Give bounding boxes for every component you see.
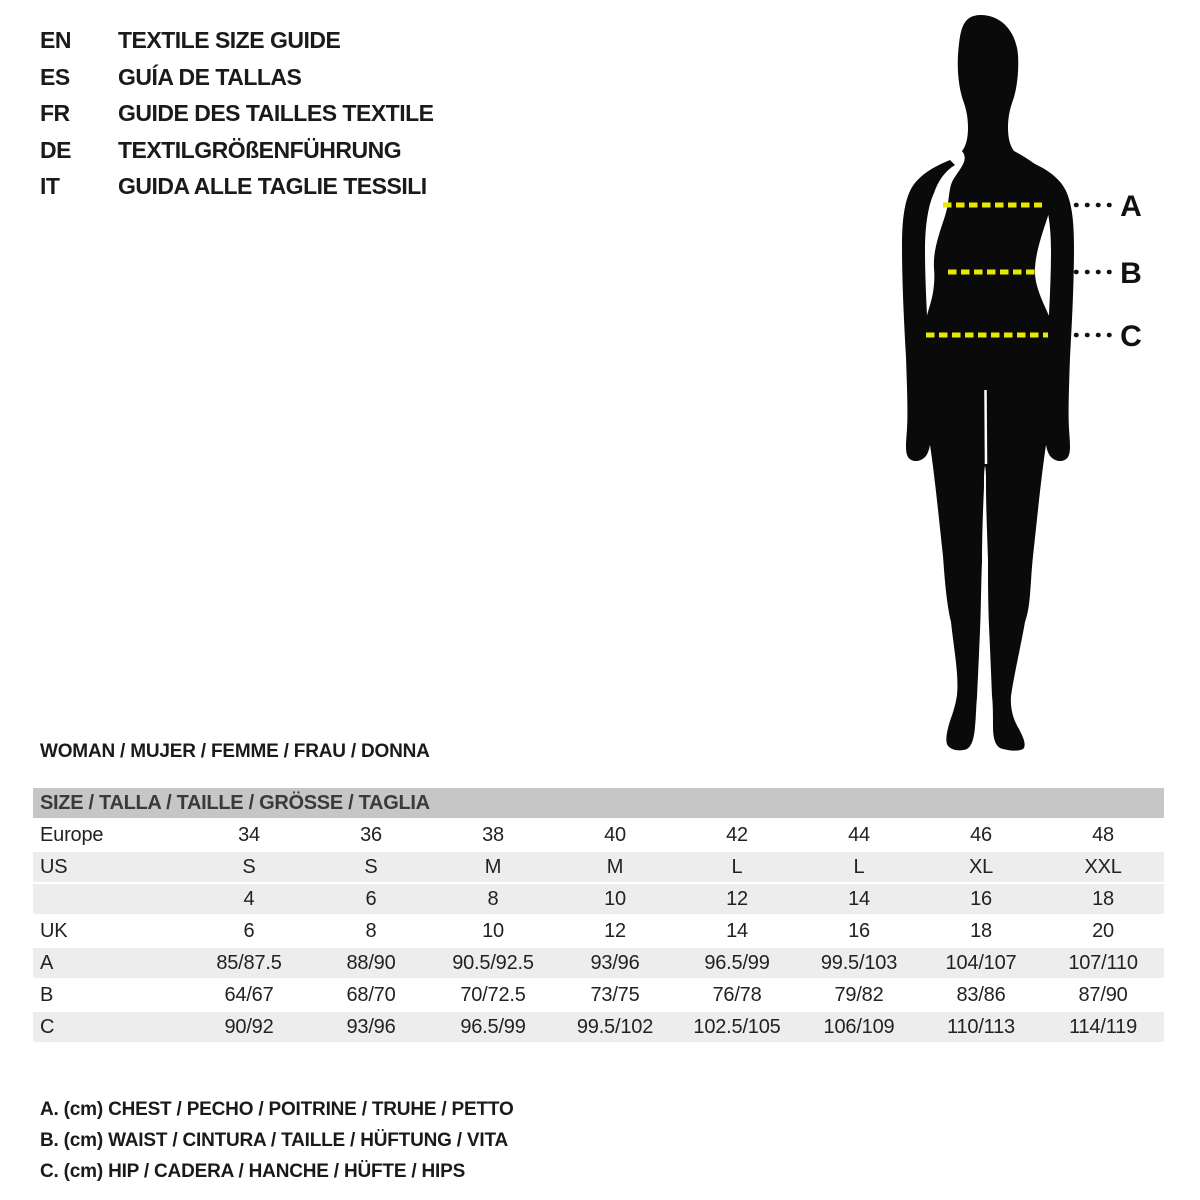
language-label: TEXTILE SIZE GUIDE — [118, 27, 341, 53]
cell: 10 — [482, 919, 504, 942]
size-table-header-row — [33, 788, 1164, 818]
language-row — [40, 59, 434, 96]
cell: M — [554, 852, 676, 882]
language-label: GUIDA ALLE TAGLIE TESSILI — [118, 173, 427, 200]
cell: 12 — [604, 919, 626, 942]
cell: 79/82 — [834, 983, 884, 1006]
cell: 34 — [238, 823, 260, 846]
table-row-waist — [33, 980, 1164, 1010]
language-row — [40, 132, 434, 169]
cell: 76/78 — [712, 983, 762, 1006]
language-code: ES — [40, 63, 70, 90]
legend-line-waist: B. (cm) WAIST / CINTURA / TAILLE / HÜFTUNG / VITA — [40, 1130, 508, 1151]
row-label: UK — [40, 919, 68, 942]
woman-silhouette-figure — [880, 0, 1200, 760]
cell: 90/92 — [188, 1012, 310, 1042]
cell: 93/96 — [554, 948, 676, 978]
cell: 110/113 — [920, 1012, 1042, 1042]
cell: 42 — [726, 823, 748, 846]
table-row-chest — [33, 948, 1164, 978]
cell: 64/67 — [224, 983, 274, 1006]
cell: 38 — [482, 823, 504, 846]
language-label: TEXTILGRÖßENFÜHRUNG — [118, 136, 402, 163]
cell: 10 — [554, 884, 676, 914]
size-table — [33, 786, 1164, 1044]
measurement-legend — [40, 1094, 514, 1187]
table-row-us-numeric — [33, 884, 1164, 914]
cell: 6 — [310, 884, 432, 914]
cell: 48 — [1092, 823, 1114, 846]
table-row-europe — [33, 820, 1164, 850]
cell: 36 — [360, 823, 382, 846]
language-code: EN — [40, 27, 71, 53]
section-title: WOMAN / MUJER / FEMME / FRAU / DONNA — [40, 741, 430, 762]
cell: 14 — [798, 884, 920, 914]
woman-silhouette — [919, 15, 1057, 751]
cell: M — [432, 852, 554, 882]
cell: S — [188, 852, 310, 882]
cell: 90.5/92.5 — [432, 948, 554, 978]
cell: 99.5/102 — [554, 1012, 676, 1042]
cell: 73/75 — [590, 983, 640, 1006]
cell: 6 — [243, 919, 255, 942]
cell: S — [310, 852, 432, 882]
cell: 70/72.5 — [460, 983, 526, 1006]
cell: L — [798, 852, 920, 882]
cell: 16 — [848, 919, 870, 942]
table-row-uk — [33, 916, 1164, 946]
cell: 93/96 — [310, 1012, 432, 1042]
marker-b-label: B — [1120, 257, 1142, 290]
cell: 102.5/105 — [676, 1012, 798, 1042]
row-label: C — [33, 1012, 188, 1042]
cell: 8 — [365, 919, 377, 942]
marker-c-label: C — [1120, 320, 1142, 353]
cell: 99.5/103 — [798, 948, 920, 978]
cell: 44 — [848, 823, 870, 846]
row-label: B — [40, 983, 54, 1006]
legend-line-hip: C. (cm) HIP / CADERA / HANCHE / HÜFTE / HIPS — [40, 1161, 466, 1182]
cell: 20 — [1092, 919, 1114, 942]
cell: 68/70 — [346, 983, 396, 1006]
legend-line-chest: A. (cm) CHEST / PECHO / POITRINE / TRUHE / PETTO — [40, 1099, 514, 1120]
cell: 46 — [970, 823, 992, 846]
cell: 107/110 — [1042, 948, 1164, 978]
cell: 96.5/99 — [432, 1012, 554, 1042]
cell: 114/119 — [1042, 1012, 1164, 1042]
row-label: A — [33, 948, 188, 978]
cell: 4 — [188, 884, 310, 914]
table-row-hip — [33, 1012, 1164, 1042]
table-row-us — [33, 852, 1164, 882]
cell: 104/107 — [920, 948, 1042, 978]
cell: 12 — [676, 884, 798, 914]
language-label: GUÍA DE TALLAS — [118, 63, 302, 90]
language-code: IT — [40, 173, 60, 200]
row-label: US — [33, 852, 188, 882]
cell: 106/109 — [798, 1012, 920, 1042]
cell: 83/86 — [956, 983, 1006, 1006]
cell: XL — [920, 852, 1042, 882]
cell: 87/90 — [1078, 983, 1128, 1006]
row-label: Europe — [40, 823, 104, 846]
thigh-gap-line — [986, 390, 987, 464]
marker-a-label: A — [1120, 190, 1142, 223]
language-code: DE — [40, 136, 71, 163]
cell: 85/87.5 — [188, 948, 310, 978]
cell: 16 — [920, 884, 1042, 914]
language-label: GUIDE DES TAILLES TEXTILE — [118, 100, 434, 127]
cell: 18 — [1042, 884, 1164, 914]
cell: 40 — [604, 823, 626, 846]
cell: 8 — [432, 884, 554, 914]
language-row — [40, 168, 434, 205]
size-table-title: SIZE / TALLA / TAILLE / GRÖSSE / TAGLIA — [33, 788, 1164, 818]
row-label — [33, 884, 188, 914]
cell: XXL — [1042, 852, 1164, 882]
language-row — [40, 22, 434, 59]
cell: 96.5/99 — [676, 948, 798, 978]
language-row — [40, 95, 434, 132]
language-list — [40, 22, 434, 205]
cell: 18 — [970, 919, 992, 942]
cell: L — [676, 852, 798, 882]
language-code: FR — [40, 100, 70, 127]
cell: 14 — [726, 919, 748, 942]
cell: 88/90 — [310, 948, 432, 978]
